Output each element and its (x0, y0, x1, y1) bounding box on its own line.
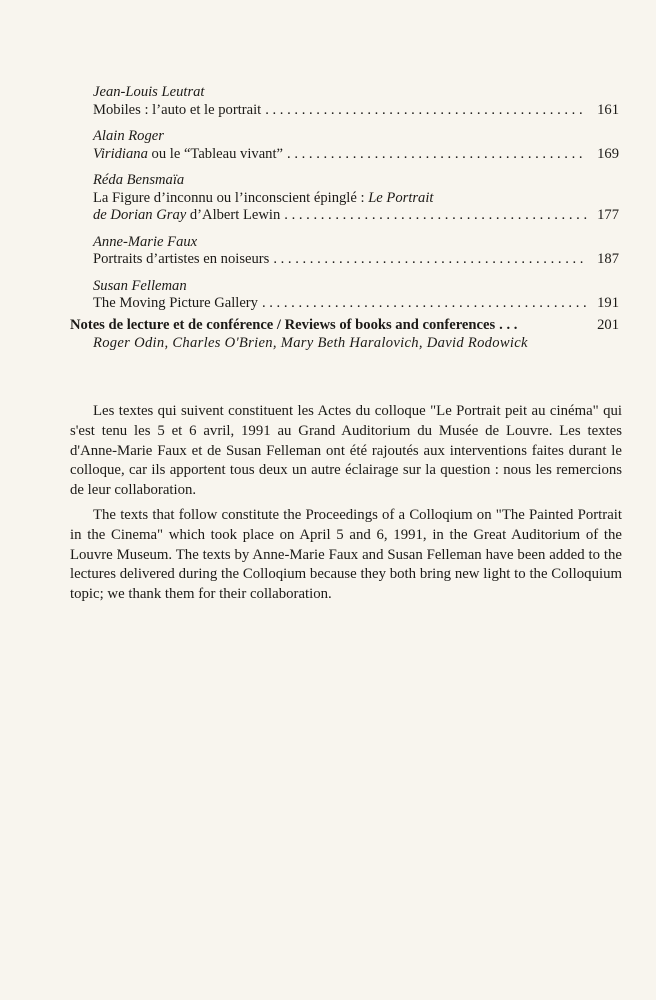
toc-author: Jean-Louis Leutrat (93, 84, 205, 100)
toc-entry-bensmaia (93, 172, 619, 225)
toc-page-number: 169 (597, 145, 619, 162)
paragraph-french: Les textes qui suivent constituent les Actes du colloque "Le Portrait peit au cinéma" qui s'est tenu les 5 et 6 avril, 1991 au Grand Auditorium du Musée de Louvre. Les textes d'Anne-Marie Faux et de Susan Felleman ont été rajoutés aux interventions faites durant le colloque, car ils apportent tous deux un autre éclairage sur la question : nous les remercions de leur collaboration. (70, 403, 622, 499)
toc-title-row (93, 102, 619, 120)
toc-page-number: 191 (597, 295, 619, 311)
toc-author: Susan Felleman (93, 277, 187, 294)
toc-page-number: 161 (597, 101, 619, 118)
toc-entry-leutrat (93, 84, 619, 119)
toc-author: Anne-Marie Faux (93, 233, 198, 250)
toc-leader-dots (273, 251, 587, 269)
toc-title: The Moving Picture Gallery (93, 295, 258, 311)
toc-title-roman: ou le “Tableau vivant” (147, 145, 284, 162)
toc-leader-dots (287, 146, 587, 164)
toc-notes-title: Notes de lecture et de conférence / Reviews of books and conferences (70, 317, 496, 333)
toc-leader-dots: . . . (499, 317, 518, 333)
toc-title-roman: d’Albert Lewin (186, 207, 281, 223)
toc-title-row (70, 317, 619, 335)
toc-title-roman: La Figure d’inconnu ou l’inconscient épinglé : (93, 189, 369, 206)
toc-title-line (93, 190, 619, 208)
toc-title-row (93, 146, 619, 164)
toc-title: Mobiles : l’auto et le portrait (93, 101, 262, 118)
paragraph-english: The texts that follow constitute the Proceedings of a Colloqium on "The Painted Portrait in the Cinema" which took place on April 5 and 6, 1991, in the Great Auditorium of the Louvre Museum. The texts by Anne-Marie Faux and Susan Felleman have been added to the lectures delivered during the Colloqium because they both bring new light to the Colloquium topic; we thank them for their collaboration. (70, 507, 622, 603)
toc-title-italic: de Dorian Gray (93, 207, 187, 223)
toc-entry-notes (70, 317, 619, 352)
toc-leader-dots (284, 207, 587, 225)
toc-author: Alain Roger (93, 128, 164, 144)
toc-leader-dots (265, 102, 587, 120)
toc-title (93, 146, 283, 164)
toc-title: Portraits d’artistes en noiseurs (93, 251, 270, 267)
toc-title-row (93, 295, 619, 313)
toc-page-number: 201 (597, 317, 619, 333)
toc-notes-authors: Roger Odin, Charles O'Brien, Mary Beth Haralovich, David Rodowick (93, 334, 528, 351)
toc-page-number: 177 (597, 207, 619, 223)
toc-page-number: 187 (597, 251, 619, 267)
toc-author: Réda Bensmaïa (93, 172, 185, 188)
toc-title-italic: Viridiana (93, 145, 148, 162)
toc-entry-felleman (93, 278, 619, 313)
toc-entry-faux (93, 234, 619, 269)
toc-title-row (93, 207, 619, 225)
toc-title (93, 207, 280, 225)
toc-entry-roger (93, 128, 619, 163)
toc-title-italic: Le Portrait (368, 189, 434, 206)
table-of-contents (93, 84, 619, 322)
toc-title-row (93, 251, 619, 269)
toc-leader-dots (262, 295, 587, 313)
